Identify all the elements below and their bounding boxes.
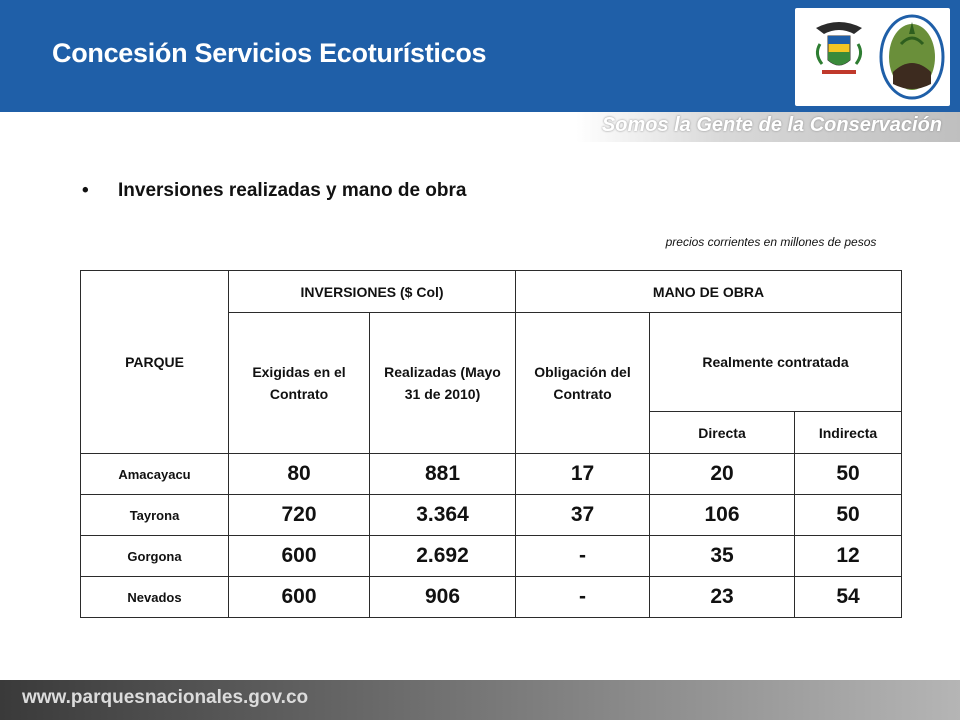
tagline: Somos la Gente de la Conservación xyxy=(601,114,942,136)
header-obligacion: Obligación del Contrato xyxy=(516,313,650,454)
header-inversiones: INVERSIONES ($ Col) xyxy=(229,271,516,313)
table-row xyxy=(81,536,902,577)
parques-nacionales-logo-icon xyxy=(879,14,945,100)
cell-directa: 35 xyxy=(650,536,795,577)
cell-obligacion: 37 xyxy=(516,495,650,536)
cell-parque: Tayrona xyxy=(81,495,229,536)
cell-indirecta: 50 xyxy=(795,495,902,536)
logos-panel xyxy=(795,8,950,106)
cell-indirecta: 54 xyxy=(795,577,902,618)
page-title: Concesión Servicios Ecoturísticos xyxy=(52,38,487,68)
cell-parque: Gorgona xyxy=(81,536,229,577)
bullet-icon: • xyxy=(82,180,89,201)
table-row xyxy=(81,454,902,495)
cell-realizadas: 881 xyxy=(370,454,516,495)
currency-note: precios corrientes en millones de pesos xyxy=(665,235,877,249)
cell-indirecta: 50 xyxy=(795,454,902,495)
footer-url: www.parquesnacionales.gov.co xyxy=(22,687,309,708)
cell-exigidas: 80 xyxy=(229,454,370,495)
header-parque: PARQUE xyxy=(81,271,229,454)
header-directa: Directa xyxy=(650,412,795,454)
table-row xyxy=(81,577,902,618)
cell-obligacion: 17 xyxy=(516,454,650,495)
cell-realizadas: 3.364 xyxy=(370,495,516,536)
cell-directa: 106 xyxy=(650,495,795,536)
cell-exigidas: 720 xyxy=(229,495,370,536)
cell-obligacion: - xyxy=(516,536,650,577)
cell-realizadas: 906 xyxy=(370,577,516,618)
cell-directa: 23 xyxy=(650,577,795,618)
bullet-text: Inversiones realizadas y mano de obra xyxy=(118,180,467,201)
cell-exigidas: 600 xyxy=(229,577,370,618)
cell-parque: Amacayacu xyxy=(81,454,229,495)
investment-table xyxy=(80,270,902,618)
header-realmente-contratada: Realmente contratada xyxy=(650,313,902,412)
cell-exigidas: 600 xyxy=(229,536,370,577)
cell-realizadas: 2.692 xyxy=(370,536,516,577)
header-mano-de-obra: MANO DE OBRA xyxy=(516,271,902,313)
cell-parque: Nevados xyxy=(81,577,229,618)
table-row xyxy=(81,495,902,536)
colombia-coat-of-arms-icon xyxy=(810,14,868,102)
header-exigidas: Exigidas en el Contrato xyxy=(229,313,370,454)
cell-indirecta: 12 xyxy=(795,536,902,577)
cell-obligacion: - xyxy=(516,577,650,618)
header-indirecta: Indirecta xyxy=(795,412,902,454)
header-realizadas: Realizadas (Mayo 31 de 2010) xyxy=(370,313,516,454)
cell-directa: 20 xyxy=(650,454,795,495)
